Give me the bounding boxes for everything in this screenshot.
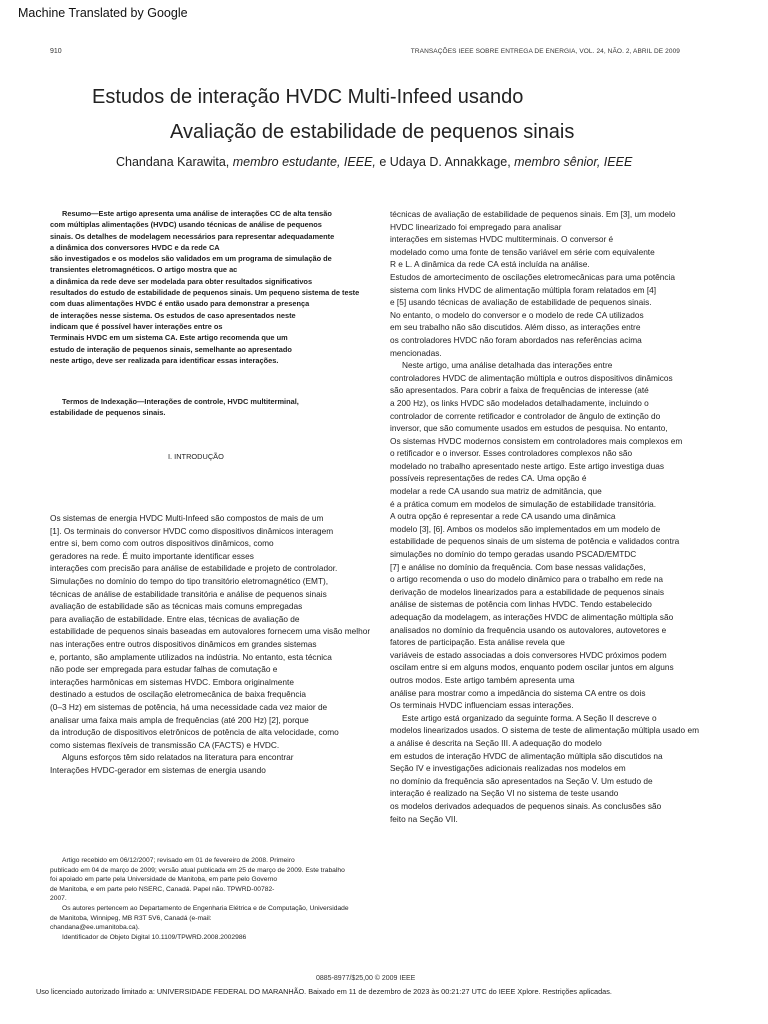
text-line: para avaliação de estabilidade. Entre elas, técnicas de avaliação de: [50, 613, 300, 624]
text-line: Os autores pertencem ao Departamento de Engenharia Elétrica e de Computação, Universidade: [62, 904, 349, 912]
author-list: [116, 155, 632, 169]
text-line: interações com precisão para análise de estabilidade e projeto de controlador.: [50, 563, 338, 574]
text-line: o retificador e o inversor. Esses controladores complexos não são: [390, 448, 633, 459]
section-heading: I. INTRODUÇÃO: [168, 452, 224, 461]
text-line: [1]. Os terminais do conversor HVDC como dispositivos dinâmicos interagem: [50, 525, 334, 536]
text-line: chandana@ee.umanitoba.ca).: [50, 924, 140, 932]
text-line: analisar uma faixa mais ampla de frequências (até 200 Hz) [2], porque: [50, 714, 309, 725]
text-line: (0–3 Hz) em sistemas de potência, há uma necessidade cada vez maior de: [50, 701, 328, 712]
text-line: publicado em 04 de março de 2009; versão atual publicada em 25 de março de 2009. Este trabalho: [50, 866, 345, 874]
text-line: nas interações entre outros dispositivos dinâmicos em grandes sistemas: [50, 638, 317, 649]
text-line: Os terminais HVDC influenciam essas interações.: [390, 700, 574, 711]
text-line: fatores de participação. Esta análise revela que: [390, 637, 565, 648]
text-line: o artigo recomenda o uso do modelo dinâmico para o trabalho em rede na: [390, 574, 664, 585]
introduction-text: [50, 512, 380, 776]
text-line: Resumo—Este artigo apresenta uma análise de interações CC de alta tensão: [62, 209, 332, 218]
text-line: estabilidade de pequenos sinais baseadas em autovalores fornecem uma visão melhor: [50, 626, 371, 637]
text-line: Neste artigo, uma análise detalhada das interações entre: [402, 360, 613, 371]
text-line: modelo [3], [6]. Ambos os modelos são implementados em um modelo de: [390, 523, 661, 534]
text-line: Simulações no domínio do tempo do tipo transitório eletromagnético (EMT),: [50, 575, 329, 586]
text-line: como sistemas flexíveis de transmissão CA (FACTS) e HVDC.: [50, 739, 280, 750]
text-line: em seu trabalho não são discutidos. Além disso, as interações entre: [390, 322, 641, 333]
text-line: em estudos de interação HVDC de alimentação múltipla são discutidos na: [390, 750, 663, 761]
paper-title-line-2: Avaliação de estabilidade de pequenos sinais: [170, 121, 575, 143]
text-line: interações em sistemas HVDC multiterminais. O conversor é: [390, 234, 614, 245]
text-line: análise de sistemas de potência com linhas HVDC. Tendo estabelecido: [390, 599, 652, 610]
text-line: de Manitoba, e em parte pelo NSERC, Canadá. Papel não. TPWRD-00782-: [50, 885, 275, 893]
index-terms: [50, 396, 380, 419]
text-line: Identificador de Objeto Digital 10.1109/TPWRD.2008.2002986: [62, 933, 247, 941]
text-line: entre si, bem como com outros dispositivos dinâmicos, como: [50, 538, 274, 549]
text-line: Os sistemas HVDC modernos consistem em controladores mais complexos em: [390, 435, 683, 446]
text-line: indicam que é possível haver interações entre os: [50, 321, 223, 331]
text-line: com múltiplas alimentações (HVDC) usando técnicas de análise de pequenos: [50, 220, 322, 230]
text-line: simulações no domínio do tempo geradas usando PSCAD/EMTDC: [390, 549, 637, 560]
text-line: possíveis representações de redes CA. Uma opção é: [390, 473, 587, 484]
text-line: interações harmônicas em sistemas HVDC. Embora originalmente: [50, 676, 294, 687]
author-2-role: membro sênior, IEEE: [514, 155, 633, 169]
text-line: Termos de Indexação—Interações de controle, HVDC multiterminal,: [62, 397, 299, 406]
text-line: Os sistemas de energia HVDC Multi-Infeed são compostos de mais de um: [50, 513, 324, 523]
text-line: Seção IV e investigações adicionais realizadas nos modelos em: [390, 763, 626, 774]
text-line: oscilam entre si em alguns modos, enquanto podem oscilar juntos em alguns: [390, 662, 674, 673]
text-line: controlador de corrente retificador e controlador de ângulo de extinção do: [390, 410, 661, 421]
text-line: sinais. Os detalhes de modelagem necessários para representar adequadamente: [50, 231, 335, 241]
text-line: derivação de modelos linearizados para a estabilidade de pequenos sinais: [390, 586, 664, 597]
text-line: modelos linearizados usados. O sistema de teste de alimentação múltipla usado em: [390, 725, 699, 736]
text-line: estudo de interação de pequenos sinais, semelhante ao apresentado: [50, 344, 292, 354]
text-line: [7] e análise no domínio da frequência. Com base nessas validações,: [390, 561, 646, 572]
paper-title-line-1: Estudos de interação HVDC Multi-Infeed usando: [92, 86, 524, 108]
text-line: da introdução de dispositivos eletrônicos de potência de alta velocidade, como: [50, 727, 339, 738]
text-line: outros modos. Este artigo também apresenta uma: [390, 674, 575, 685]
text-line: inversor, que são comumente usados em estudos de pesquisa. No entanto,: [390, 423, 668, 434]
text-line: foi apoiado em parte pela Universidade de Manitoba, em parte pelo Governo: [50, 876, 278, 884]
text-line: são investigados e os modelos são validados em um programa de simulação de: [50, 254, 332, 264]
text-line: de interações nesse sistema. Os estudos de caso apresentados neste: [50, 310, 296, 320]
text-line: e, portanto, são amplamente utilizados na indústria. No entanto, esta técnica: [50, 651, 332, 662]
text-line: análise para mostrar como a impedância do sistema CA entre os dois: [390, 687, 646, 698]
text-line: estabilidade de pequenos sinais de um sistema de potência e validados contra: [390, 536, 680, 547]
text-line: Alguns esforços têm sido relatados na literatura para encontrar: [62, 752, 294, 763]
text-line: avaliação de estabilidade são as técnicas mais comuns empregadas: [50, 601, 303, 612]
text-line: HVDC linearizado foi empregado para analisar: [390, 221, 562, 232]
text-line: a 200 Hz), os links HVDC são modelados detalhadamente, incluindo o: [390, 397, 649, 408]
text-line: Estudos de amortecimento de oscilações eletromecânicas para uma potência: [390, 271, 676, 282]
text-line: a dinâmica dos conversores HVDC e da rede CA: [50, 242, 220, 252]
text-line: os controladores HVDC não foram abordados nas referências acima: [390, 334, 642, 345]
text-line: mencionadas.: [390, 347, 442, 358]
text-line: técnicas de avaliação de estabilidade de pequenos sinais. Em [3], um modelo: [390, 209, 676, 219]
license-notice: Uso licenciado autorizado limitado a: UNIVERSIDADE FEDERAL DO MARANHÃO. Baixado em 11 de dezembro de 2023 às 00:21:27 UTC do IEEE Xplore. Restrições aplicadas.: [36, 987, 612, 996]
text-line: A outra opção é representar a rede CA usando uma dinâmica: [390, 511, 616, 522]
text-line: resultados do estudo de estabilidade de pequenos sinais. Um pequeno sistema de teste: [50, 288, 360, 298]
text-line: a análise é descrita na Seção III. A adequação do modelo: [390, 737, 602, 748]
text-line: controladores HVDC de alimentação múltipla e outros dispositivos dinâmicos: [390, 372, 673, 383]
text-line: os modelos derivados adequados de pequenos sinais. As conclusões são: [390, 800, 662, 811]
abstract: [50, 208, 380, 366]
text-line: modelar a rede CA usando sua matriz de admitância, que: [390, 486, 602, 497]
text-line: Artigo recebido em 06/12/2007; revisado em 01 de fevereiro de 2008. Primeiro: [62, 857, 295, 864]
text-line: feito na Seção VII.: [390, 813, 458, 824]
text-line: 2007.: [50, 895, 67, 903]
author-separator: e Udaya D. Annakkage,: [375, 155, 515, 169]
text-line: adequação da modelagem, as interações HVDC de alimentação múltipla são: [390, 612, 674, 622]
text-line: é a prática comum em modelos de simulação de estabilidade transitória.: [390, 498, 657, 509]
text-line: técnicas de análise de estabilidade transitória e análise de pequenos sinais: [50, 588, 327, 599]
text-line: são apresentados. Para cobrir a faixa de frequências de interesse (até: [390, 385, 649, 396]
text-line: No entanto, o modelo do conversor e o modelo de rede CA utilizados: [390, 309, 644, 320]
text-line: no domínio da frequência são apresentados na Seção V. Um estudo de: [390, 775, 653, 786]
footnote: [50, 856, 380, 942]
right-column-text: [390, 208, 720, 825]
text-line: modelado como uma fonte de tensão variável em série com equivalente: [390, 246, 655, 257]
text-line: sistema com links HVDC de alimentação múltipla foram relatados em [4]: [390, 284, 657, 295]
author-1-role: membro estudante, IEEE,: [232, 155, 376, 169]
text-line: de Manitoba, Winnipeg, MB R3T 5V6, Canadá (e-mail:: [50, 914, 212, 922]
text-line: neste artigo, deve ser realizada para identificar essas interações.: [50, 355, 279, 365]
author-1: Chandana Karawita,: [116, 155, 233, 169]
text-line: R e L. A dinâmica da rede CA está incluída na análise.: [390, 259, 590, 270]
text-line: transientes eletromagnéticos. O artigo mostra que ac: [50, 265, 238, 275]
text-line: geradores na rede. É muito importante identificar esses: [50, 550, 254, 561]
text-line: destinado a estudos de oscilação eletromecânica de baixa frequência: [50, 689, 306, 700]
text-line: variáveis de estado associadas a dois conversores HVDC próximos podem: [390, 649, 667, 660]
machine-translation-banner: Machine Translated by Google: [18, 6, 188, 20]
copyright-identifier: 0885-8977/$25,00 © 2009 IEEE: [316, 975, 416, 982]
text-line: Interações HVDC-gerador em sistemas de energia usando: [50, 764, 266, 775]
text-line: Este artigo está organizado da seguinte forma. A Seção II descreve o: [402, 712, 657, 723]
text-line: a dinâmica da rede deve ser modelada para obter resultados significativos: [50, 276, 313, 286]
text-line: e [5] usando técnicas de avaliação de estabilidade de pequenos sinais.: [390, 297, 652, 308]
text-line: analisados no domínio da frequência usando os autovalores, autovetores e: [390, 624, 667, 635]
text-line: não pode ser empregada para estudar falhas de comutação e: [50, 664, 278, 675]
text-line: estabilidade de pequenos sinais.: [50, 408, 166, 418]
text-line: interação é realizado na Seção VI no sistema de teste usando: [390, 788, 619, 799]
text-line: modelado no trabalho apresentado neste artigo. Este artigo investiga duas: [390, 460, 664, 471]
text-line: com duas alimentações HVDC é então usado para demonstrar a presença: [50, 299, 310, 309]
text-line: Terminais HVDC em um sistema CA. Este artigo recomenda que um: [50, 333, 288, 343]
journal-header: TRANSAÇÕES IEEE SOBRE ENTREGA DE ENERGIA, VOL. 24, NÃO. 2, ABRIL DE 2009: [410, 48, 680, 55]
page-number: 910: [50, 48, 62, 55]
